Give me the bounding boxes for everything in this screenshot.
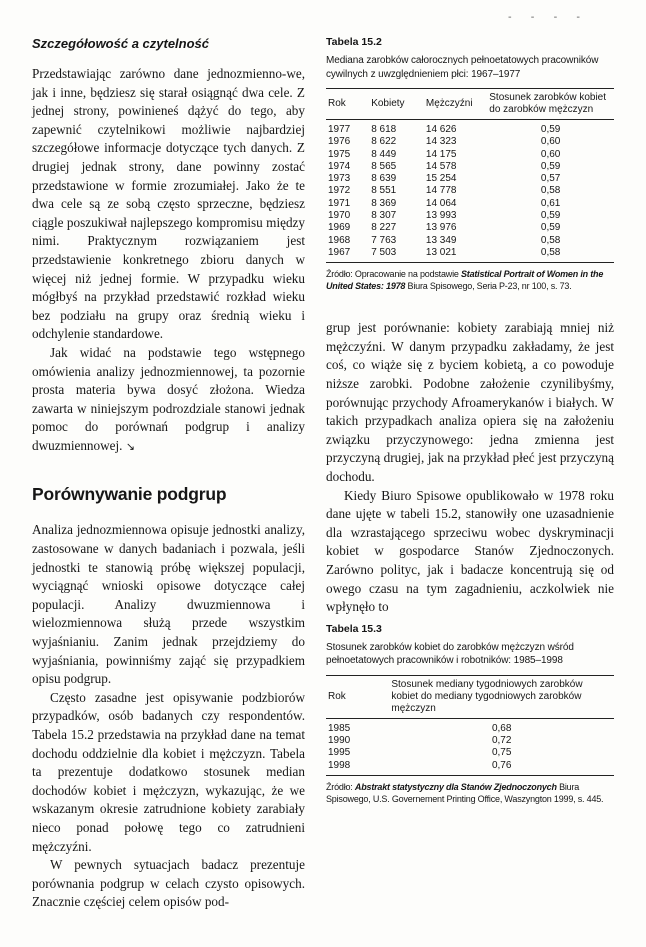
table-15-2-row-cell: 7 763 [371,234,397,246]
table-15-3 [326,623,614,805]
table-15-2-row [326,210,614,222]
table-15-2-row-cell: 0,58 [540,185,561,197]
table-15-2-row-cell: 0,59 [540,222,561,234]
paragraph-1: Przedstawiając zarówno dane jednozmienno-we, jak i inne, będziesz się starał osiągnąć dwa cele. Z jednej strony, powinieneś dążyć do tego, aby zapewnić czytelnikowi możliwie najbardziej szczegółowe informacje dotyczące tych danych. Z drugiej jednak strony, dane powinny zostać przedstawione w formie zrozumiałej. Jako że te dwa cele są ze sobą często sprzeczne, będziesz ciągle poszukiwał najlepszego kompromisu między nimi. Praktycznym rozwiązaniem jest przedstawienie konkretnego zbioru danych w więcej niż jednej formie. W przypadku wieku mógłbyś na przykład przedstawić rozkład wieku bez podziału na grupy oraz średnią wieku i odchylenie standardowe. [32,66,305,342]
paragraph-2-text: Jak widać na podstawie tego wstępnego omówienia analizy jednozmiennowej, ta pozornie prosta materia bywa dosyć złożona. Wiedza zawarta w niniejszym podrozdziale stanowi jednak pomoc do porównań podgrup i analizy dwuzmiennowej. [32,344,305,453]
table-15-2-row-cell: 7 503 [369,247,424,263]
table-15-2-row-cell: 8 449 [371,148,397,160]
table-15-2-row [326,173,614,185]
paragraph-4: Często zasadne jest opisywanie podzbiorów przypadków, osób badanych czy respondentów. Tabela 15.2 przedstawia na przykład dane na temat dochodu oddzielnie dla kobiet i mężczyzn. Tabela ta prezentuje dodatkowo stosunek median dochodów kobiet i mężczyzn, wykazując, że we wskazanym okresie zatrudnione kobiety zarabiały nieco ponad połowę tego co zatrudnieni mężczyźni. [32,689,305,854]
table-15-2-header-women: Kobiety [369,89,424,120]
table-15-2-row-cell: 1971 [328,197,351,209]
table-15-2-row-cell: 0,60 [540,148,561,160]
right-column [326,36,614,805]
table-15-2-row-cell: 8 622 [371,136,397,148]
table-15-2-row [326,149,614,161]
table-15-2-row-cell: 14 323 [425,136,457,148]
paragraph-2 [32,344,305,457]
table-15-2-row-cell: 8 618 [371,124,397,135]
table-15-3-label: Tabela 15.3 [326,622,382,635]
table-15-3-row [326,747,614,759]
table-15-2-row-cell: 8 565 [371,160,397,172]
paragraph-3: Analiza jednozmiennowa opisuje jednostki analizy, zastosowane w danych badaniach i pozwala, jeśli jednostki te stanowią próbę większej populacji, wyciągnąć wnioski opisowe dotyczące całej populacji. Analizy dwuzmiennowa i wielozmiennowa służą przede wszystkim wyjaśnianiu. Zanim jednak przejdziemy do wyjaśniania, powinniśmy zająć się przypadkiem opisu podgrup. [32,522,305,687]
table-15-2-source [326,268,614,292]
table-15-3-grid [326,675,614,776]
table-15-2-row-cell: 8 551 [371,185,397,197]
table-15-2-row [326,247,614,263]
table-15-2-row-cell: 1973 [328,173,351,185]
table-15-3-row-cell: 1990 [328,735,351,747]
table-15-3-row-cell: 0,75 [491,747,512,759]
table-15-2-header-year: Rok [326,89,369,120]
table-15-2-row-cell: 1974 [328,160,351,172]
table-15-3-source-lead: Źródło: [326,781,355,792]
table-15-3-caption: Stosunek zarobków kobiet do zarobków mężczyzn wśród pełnoetatowych pracowników i robotników: 1985–1998 [326,641,574,667]
page-corner-marks: - - - - [508,12,588,23]
table-15-2 [326,36,614,292]
table-15-2-row-cell: 14 064 [425,197,457,209]
table-15-2-row-cell: 1976 [328,136,351,148]
table-15-2-row-cell: 1977 [328,124,351,135]
table-15-2-header-ratio: Stosunek zarobków kobiet do zarobków mężczyzn [487,89,614,120]
table-15-3-body [326,718,614,775]
table-15-2-row-cell: 1970 [328,210,351,222]
table-15-2-row [326,198,614,210]
table-15-2-row-cell: 1975 [328,148,351,160]
table-15-2-row-cell: 8 227 [371,222,397,234]
table-15-2-label: Tabela 15.2 [326,36,382,48]
table-15-2-row-cell: 13 021 [424,247,487,263]
table-15-2-row-cell: 0,58 [540,234,561,246]
left-column [32,36,305,912]
table-15-2-source-tail: Biura Spisowego, Seria P-23, nr 100, s. 73. [405,281,572,292]
table-15-3-row [326,718,614,735]
table-15-3-header-ratio: Stosunek mediany tygodniowych zarobków kobiet do mediany tygodniowych zarobków mężczyzn [389,675,614,718]
table-15-3-row [326,760,614,776]
table-15-2-source-lead: Źródło: Opracowanie na podstawie [326,269,461,280]
table-15-2-row-cell: 1967 [326,247,369,263]
table-15-3-source [326,781,614,805]
table-15-2-row-cell: 13 976 [425,222,457,234]
table-15-2-body [326,120,614,263]
table-15-3-row-cell: 1998 [326,760,389,776]
table-15-3-row-cell: 1985 [328,722,351,734]
table-15-2-row-cell: 0,59 [540,124,561,135]
table-15-2-caption: Mediana zarobków całorocznych pełnoetatowych pracowników cywilnych z uwzględnieniem płci: 1967–1977 [326,55,599,80]
table-15-2-grid [326,88,614,263]
table-15-3-row-cell: 0,72 [491,735,512,747]
table-15-2-row [326,235,614,247]
table-15-2-row-cell: 14 778 [425,185,457,197]
table-15-2-row [326,120,614,137]
table-15-2-row-cell: 14 175 [425,148,457,160]
table-15-2-row-cell: 0,59 [540,210,561,222]
table-15-2-row-cell: 13 993 [425,210,457,222]
table-15-2-source-title: Statistical Portrait of Women in the United States: 1978 [326,269,604,292]
table-15-2-row-cell: 0,58 [487,247,614,263]
table-15-2-row-cell: 1969 [328,222,351,234]
table-15-2-row-cell: 1968 [328,234,351,246]
table-15-2-row-cell: 15 254 [425,173,457,185]
table-15-2-row-cell: 0,61 [540,197,561,209]
table-15-2-header-men: Mężczyźni [424,89,487,120]
table-15-2-row-cell: 8 369 [371,197,397,209]
table-15-2-row [326,222,614,234]
paragraph-5: W pewnych sytuacjach badacz prezentuje porównania podgrup w celach czysto opisowych. Znacznie częściej celem opisów pod- [32,857,305,910]
paragraph-7: Kiedy Biuro Spisowe opublikowało w 1978 roku dane ujęte w tabeli 15.2, stanowiły one uzasadnienie dla wzrastającego sprzeciwu wobec dyskryminacji kobiet w gospodarce Stanów Zjednoczonych. Zarówno polityc, jak i badacze koncentrują się od owego czasu na tym zagadnieniu, aczkolwiek nie wpłynęło to [326,487,614,615]
table-15-2-row [326,136,614,148]
table-15-2-row-cell: 1972 [328,185,351,197]
table-15-2-row-cell: 0,57 [540,173,561,185]
table-15-2-row [326,185,614,197]
section-title-detail-readability: Szczegółowość a czytelność [32,36,210,51]
table-15-2-row-cell: 14 578 [425,160,457,172]
table-15-3-row [326,735,614,747]
table-15-3-row-cell: 1995 [328,747,351,759]
table-15-2-row-cell: 13 349 [425,234,457,246]
table-15-2-row-cell: 0,59 [540,160,561,172]
section-title-subgroup-comparison: Porównywanie podgrup [32,484,227,505]
table-15-2-row-cell: 8 639 [371,173,397,185]
table-15-3-row-cell: 0,68 [491,722,512,734]
table-15-2-row [326,161,614,173]
table-15-3-header-year: Rok [326,675,389,718]
table-15-3-row-cell: 0,76 [389,760,614,776]
table-15-3-source-title: Abstrakt statystyczny dla Stanów Zjednoczonych [354,781,557,792]
paragraph-6: grup jest porównanie: kobiety zarabiają mniej niż mężczyźni. W danym przypadku zakładamy, że jest coś, co wiąże się z byciem kobietą, a co powoduje niższe zarobki. Podobne założenie czynilibyśmy, porównując przychody Afroamerykanów i białych. W takich przypadkach analiza opiera się na założeniu związku przyczynowego: jedna zmienna jest przyczyną drugiej, jak na przykład płeć jest przyczyną dochodu. [326,320,614,485]
table-15-3-source-tail: Biura Spisowego, U.S. Governement Printing Office, Waszyngton 1999, s. 445. [326,781,604,804]
table-15-2-row-cell: 8 307 [371,210,397,222]
table-15-2-row-cell: 14 626 [425,124,457,135]
table-15-2-row-cell: 0,60 [540,136,561,148]
pen-mark-icon: ↘ [125,439,135,453]
